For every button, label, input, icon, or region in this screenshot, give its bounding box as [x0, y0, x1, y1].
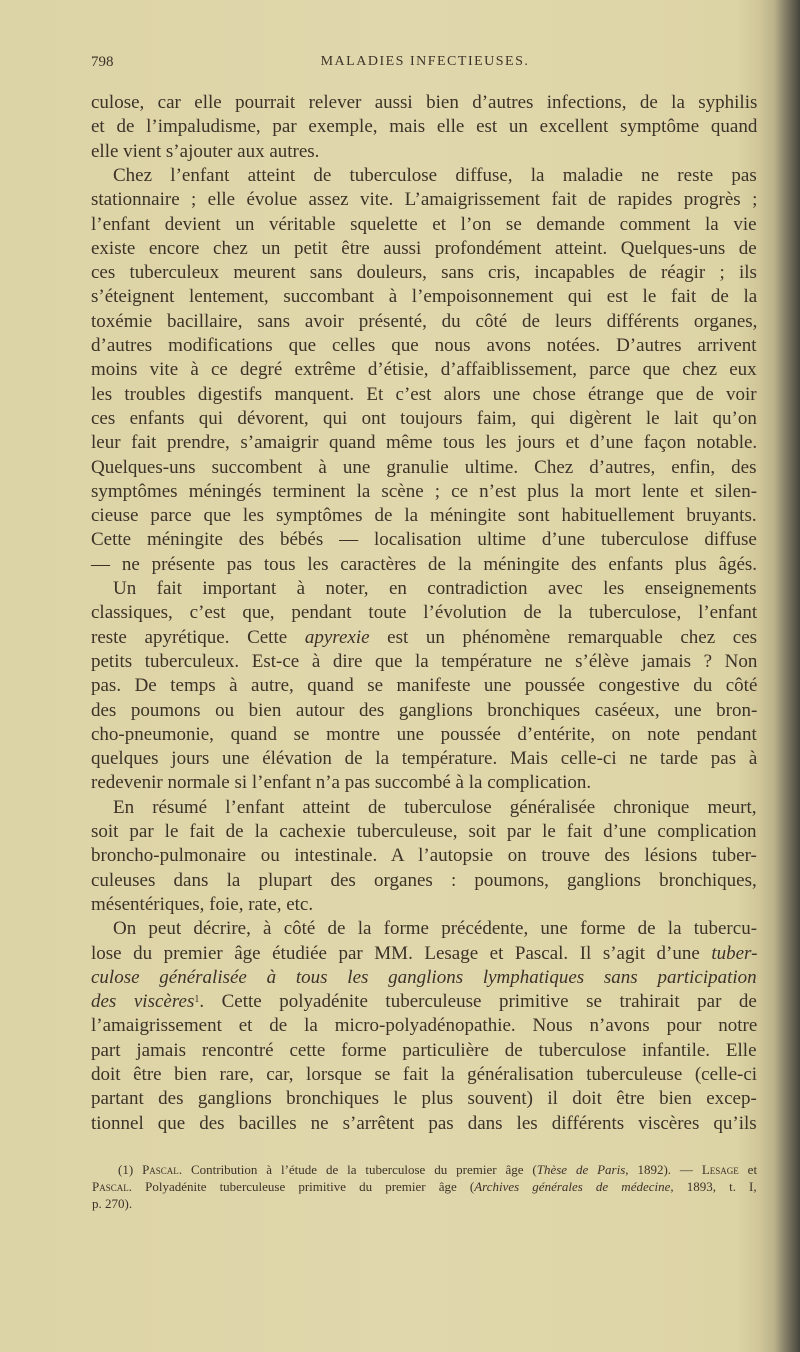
running-title: MALADIES INFECTIEUSES. — [320, 54, 530, 69]
text-line — [91, 335, 757, 357]
text-segment: doit être bien rare, car, lorsque se fait la généralisation tuberculeuse (celle-ci — [91, 1064, 758, 1085]
text-line — [91, 602, 757, 624]
text-segment: broncho-pulmonaire ou intestinale. A l’autopsie on trouve des lésions tuber- — [91, 845, 757, 867]
text-segment: moins vite à ce degré extrême d’étisie, d’affaiblissement, parce que chez eux — [91, 359, 757, 381]
text-line — [91, 724, 757, 746]
text-segment: ces tuberculeux meurent sans douleurs, sans cris, incapables de réagir ; ils — [91, 262, 757, 284]
text-line — [91, 311, 757, 333]
text-line — [113, 165, 757, 187]
text-segment: pas. De temps à autre, quand se manifeste une poussée congestive du côté — [91, 675, 758, 697]
text-line — [91, 1040, 757, 1062]
text-segment: redevenir normale si l’enfant n’a pas succombé à la complication. — [91, 772, 592, 794]
text-line — [91, 1113, 757, 1135]
text-line — [91, 116, 757, 138]
text-segment: On peut décrire, à côté de la forme précédente, une forme de la tubercu- — [113, 918, 758, 940]
text-segment: Un fait important à noter, en contradiction avec les enseignements — [113, 578, 757, 599]
text-line — [91, 700, 757, 722]
text-line — [91, 262, 757, 284]
text-line — [91, 189, 757, 211]
text-segment: stationnaire ; elle évolue assez vite. L’amaigrissement fait de rapides progrès ; — [91, 189, 758, 211]
text-segment: classiques, c’est que, pendant toute l’évolution de la tuberculose, l’enfant — [91, 602, 758, 624]
text-segment: Quelques-uns succombent à une granulie ultime. Chez d’autres, enfin, des — [91, 456, 757, 478]
text-line — [91, 943, 757, 965]
text-segment: (1) — [118, 1162, 143, 1177]
text-segment: elle vient s’ajouter aux autres. — [91, 140, 320, 162]
text-segment: existe encore chez un petit être aussi profondément atteint. Quelques-uns de — [91, 237, 757, 259]
text-segment: lose du premier âge étudiée par MM. Lesage et Pascal. Il s’agit d’une — [91, 942, 712, 964]
text-segment: culeuses dans la plupart des organes : poumons, ganglions bronchiques, — [91, 869, 757, 891]
text-segment: cieuse parce que les symptômes de la méningite sont habituellement bruyants. — [91, 505, 757, 527]
author-name: Pascal — [142, 1162, 179, 1177]
text-segment: est un phénomène remarquable chez ces — [369, 626, 758, 648]
text-line — [91, 457, 757, 479]
text-segment: . Polyadénite tuberculeuse primitive du premier âge ( — [128, 1179, 475, 1194]
text-line — [91, 408, 757, 430]
text-line — [91, 991, 757, 1013]
text-line — [91, 384, 757, 406]
text-segment: les troubles digestifs manquent. Et c’est alors une chose étrange que de voir — [91, 383, 757, 405]
text-segment: p. 270). — [92, 1196, 133, 1211]
text-line — [91, 505, 757, 527]
text-segment: . Cette polyadénite tuberculeuse primitive se trahirait par de — [199, 991, 757, 1013]
text-segment: partant des ganglions bronchiques le plus souvent) il doit être bien excep- — [91, 1088, 757, 1110]
text-line — [91, 92, 757, 114]
text-line — [91, 675, 757, 697]
text-line — [91, 1088, 757, 1110]
text-segment: d’autres modifications que celles que nous avons notées. D’autres arrivent — [91, 335, 757, 356]
text-line — [91, 772, 591, 794]
footnote-line — [92, 1179, 757, 1195]
text-line — [113, 918, 757, 940]
text-segment: quelques jours une élévation de la température. Mais celle-ci ne tarde pas à — [91, 748, 758, 770]
text-segment: reste apyrétique. Cette — [91, 626, 305, 648]
text-line — [91, 821, 757, 843]
italic-text: Thèse de Paris — [536, 1162, 626, 1177]
text-line — [91, 894, 313, 916]
text-line — [91, 627, 757, 649]
italic-text: des viscères — [91, 991, 195, 1013]
text-segment: part jamais rencontré cette forme particulière de tuberculose infantile. Elle — [91, 1039, 757, 1061]
text-line — [113, 578, 757, 600]
text-line — [91, 845, 757, 867]
text-line — [91, 286, 757, 308]
text-line — [91, 554, 757, 576]
text-segment: Cette méningite des bébés — localisation ultime d’une tuberculose diffuse — [91, 529, 757, 551]
footnote-reference: 1 — [194, 994, 200, 1006]
text-line — [91, 359, 757, 381]
text-segment: tionnel que des bacilles ne s’arrêtent pas dans les différents viscères qu’ils — [91, 1112, 757, 1134]
text-line — [91, 651, 757, 673]
text-line — [91, 967, 757, 989]
text-segment: Chez l’enfant atteint de tuberculose diffuse, la maladie ne reste pas — [113, 164, 757, 186]
text-segment: l’enfant devient un véritable squelette et l’on se demande comment la vie — [91, 213, 757, 235]
text-segment: petits tuberculeux. Est-ce à dire que la température ne s’élève jamais ? Non — [91, 650, 758, 672]
text-segment: et — [738, 1162, 758, 1177]
author-name: Lesage — [701, 1162, 739, 1177]
text-line — [91, 141, 319, 163]
author-name: Pascal — [92, 1179, 129, 1194]
book-binding-shadow — [774, 0, 800, 1352]
text-segment: , 1893, t. I, — [670, 1179, 757, 1194]
text-segment: l’amaigrissement et de la micro-polyadénopathie. Nous n’avons pour notre — [91, 1015, 758, 1037]
text-line — [91, 1064, 757, 1086]
text-line — [91, 481, 757, 503]
text-segment: En résumé l’enfant atteint de tuberculose généralisée chronique meurt, — [113, 796, 757, 818]
text-segment: , 1892). — — [625, 1162, 702, 1177]
text-segment: . Contribution à l’étude de la tuberculose du premier âge ( — [178, 1162, 537, 1177]
text-segment: ces enfants qui dévorent, qui ont toujours faim, qui digèrent le lait qu’on — [91, 407, 757, 429]
text-line — [91, 214, 757, 236]
text-line — [91, 238, 757, 260]
text-segment: toxémie bacillaire, sans avoir présenté, du côté de leurs différents organes, — [91, 310, 758, 332]
footnote-line — [92, 1196, 132, 1212]
text-segment: symptômes méningés terminent la scène ; ce n’est plus la mort lente et silen- — [91, 480, 758, 502]
text-segment: leur fait prendre, s’amaigrir quand même tous les jours et d’une façon notable. — [91, 432, 758, 454]
text-segment: soit par le fait de la cachexie tuberculeuse, soit par le fait d’une complication — [91, 821, 757, 842]
italic-text: Archives générales de médecine — [474, 1179, 671, 1194]
footnote-line — [118, 1162, 757, 1178]
text-line — [91, 529, 757, 551]
text-segment: culose, car elle pourrait relever aussi bien d’autres infections, de la syphilis — [91, 92, 758, 113]
text-line — [91, 748, 757, 770]
text-line — [113, 797, 757, 819]
text-segment: — ne présente pas tous les caractères de la méningite des enfants plus âgés. — [91, 553, 758, 575]
text-segment: des poumons ou bien autour des ganglions bronchiques caséeux, une bron- — [91, 699, 758, 721]
italic-text: culose généralisée à tous les ganglions lymphatiques sans participation — [91, 966, 757, 988]
page-number: 798 — [91, 54, 114, 70]
text-segment: s’éteignent lentement, succombant à l’empoisonnement qui est le fait de la — [91, 286, 758, 308]
text-segment: et de l’impaludisme, par exemple, mais elle est un excellent symptôme quand — [91, 116, 758, 138]
italic-text: apyrexie — [304, 626, 370, 648]
text-line — [91, 1015, 757, 1037]
italic-text: tuber- — [711, 942, 758, 964]
text-segment: cho-pneumonie, quand se montre une poussée d’entérite, on note pendant — [91, 723, 757, 745]
text-line — [91, 870, 757, 892]
text-segment: mésentériques, foie, rate, etc. — [91, 893, 314, 915]
text-line — [91, 432, 757, 454]
